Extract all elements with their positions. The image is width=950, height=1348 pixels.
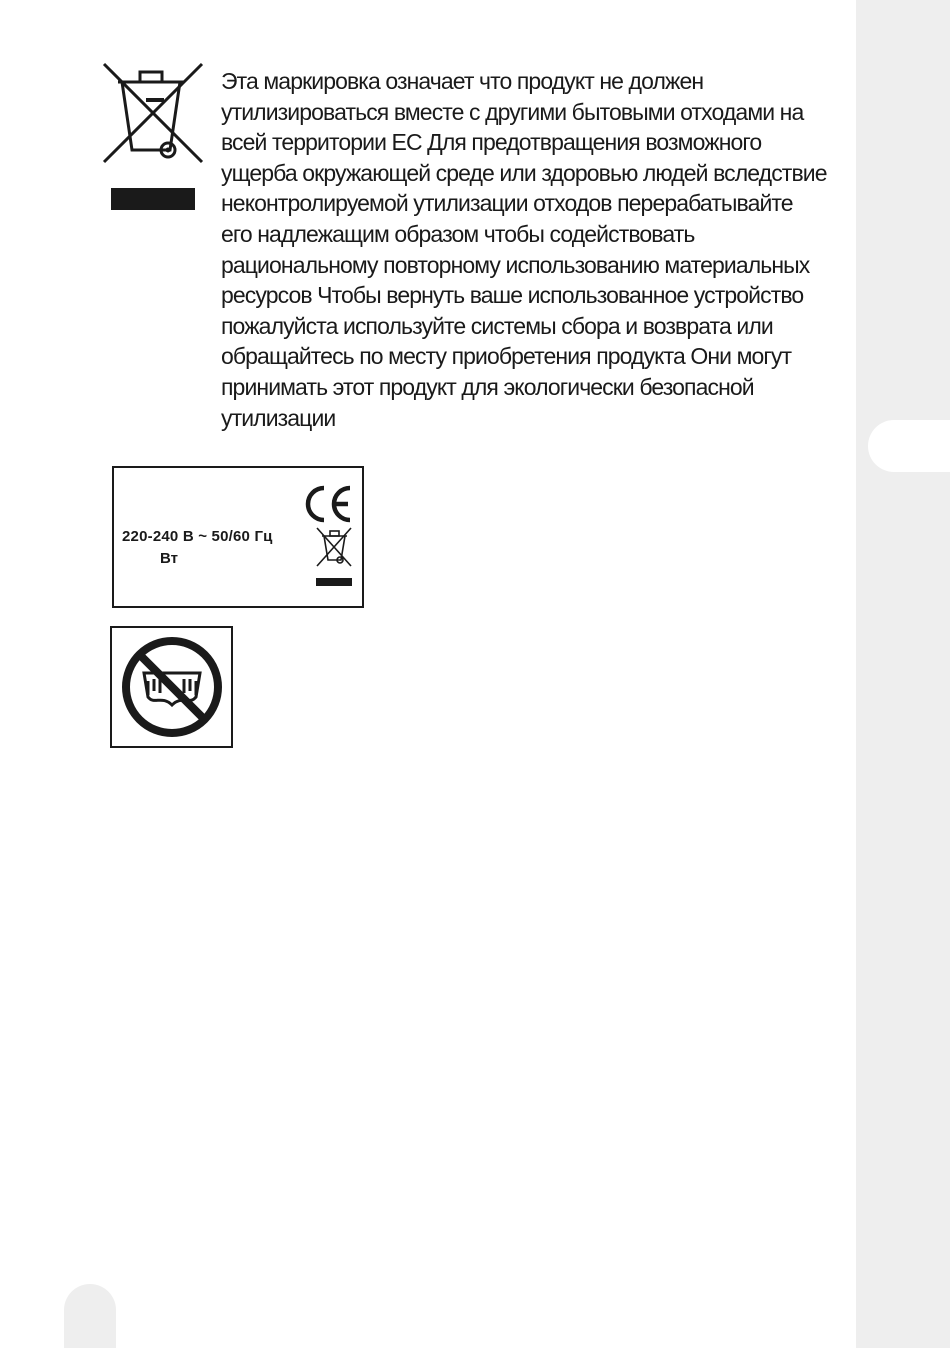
ce-mark-icon [302, 484, 356, 524]
no-wash-symbol-box [110, 626, 233, 748]
weee-bin-icon [102, 62, 204, 212]
side-strip [856, 0, 950, 1348]
do-not-wash-icon [120, 635, 224, 739]
voltage-rating: 220-240 В ~ 50/60 Гц [122, 528, 273, 545]
weee-bin-small-icon [314, 526, 354, 590]
power-unit: Вт [160, 550, 178, 567]
rating-label [112, 466, 364, 608]
section-tab [868, 420, 950, 472]
disposal-notice-text: Эта маркировка означает что продукт не должен утилизироваться вместе с другими бытовыми отходами на всей территории ЕС Для предотвращения возможного ущерба окружающей среде или здоровью людей вследствие неконтролируемой утилизации отходов перерабатывайте его надлежащим образом чтобы содействовать рациональному повторному использованию материальных ресурсов Чтобы вернуть ваше использованное устройство пожалуйста используйте системы сбора и возврата или обращайтесь по месту приобретения продукта Они могут принимать этот продукт для экологически безопасной утилизации [221, 68, 827, 431]
page-tab [64, 1284, 116, 1348]
